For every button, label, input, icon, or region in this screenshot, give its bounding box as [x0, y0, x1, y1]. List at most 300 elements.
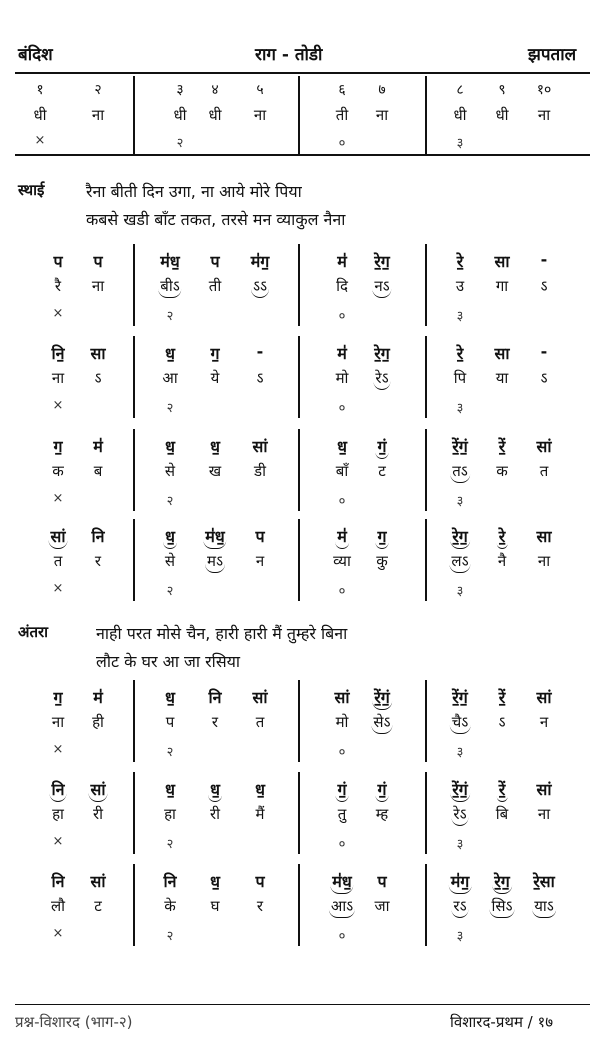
vibhag-divider [425, 772, 427, 854]
swara-note [53, 435, 62, 457]
swara-note-text: रें॒ [498, 688, 506, 707]
lyric-syllable-text: मो [335, 713, 349, 731]
lyric-syllable [333, 551, 351, 571]
swara-note-text: सां [334, 688, 350, 707]
lyric-syllable-text: नऽ [372, 276, 391, 298]
lyric-syllable-text: ऽ [540, 277, 548, 295]
beat-mark-text: ३ [456, 309, 464, 324]
lyric-syllable [496, 461, 508, 481]
swara-note-text: गं॒ [335, 778, 348, 802]
swara-note-text: - [256, 342, 264, 361]
lyric-syllable [95, 551, 101, 571]
lyric-syllable-text: गा [495, 277, 509, 295]
swara-note [452, 435, 468, 457]
beat-mark [53, 398, 64, 413]
lyric-syllable [165, 551, 175, 571]
lyric-syllable-text: तऽ [450, 461, 470, 483]
taal-number [378, 80, 385, 99]
swara-note [257, 342, 264, 361]
beat-mark [339, 834, 346, 852]
lyric-syllable [329, 896, 355, 918]
swara-note-text: म॑ग॒ [449, 870, 472, 894]
lyric-syllable-text: लऽ [449, 551, 470, 573]
beat-mark-text: ० [338, 745, 346, 760]
swara-note-text: सा [90, 344, 106, 363]
lyric-syllable [336, 712, 349, 732]
taal-bol [376, 105, 388, 125]
lyric-syllable-text: ये [210, 369, 220, 387]
lyric-syllable [257, 896, 263, 916]
taal-mark-text: २ [176, 136, 184, 151]
taal-divider [298, 76, 300, 154]
beat-mark [457, 834, 464, 852]
swara-note [541, 342, 548, 361]
lyric-syllable-text: र [211, 713, 219, 731]
taal-bol [538, 105, 550, 125]
swara-note [253, 686, 268, 708]
swara-note-text: प [255, 527, 265, 546]
taal-number [456, 80, 463, 99]
lyric-syllable-text: न [539, 713, 549, 731]
lyric-syllable-text: ना [91, 277, 105, 295]
footer-rule [15, 1004, 590, 1005]
vibhag-divider [298, 336, 300, 418]
swara-note [210, 342, 219, 364]
swara-note [457, 250, 464, 272]
lyric-syllable [540, 461, 549, 481]
vibhag-divider [298, 429, 300, 511]
swara-note [537, 686, 552, 708]
swara-note [165, 778, 175, 800]
swara-note-text: ग॒ [375, 525, 388, 549]
lyric-syllable-text: ना [51, 713, 65, 731]
beat-mark-text: ० [338, 494, 346, 509]
swara-note-text: ध॒ [337, 437, 347, 456]
lyric-syllable-text: ना [537, 805, 551, 823]
taal-bol-text: धी [453, 106, 467, 124]
lyric-syllable-text: त [255, 713, 265, 731]
vibhag-divider [133, 244, 135, 326]
lyric-syllable [498, 551, 506, 571]
lyric-syllable [55, 276, 61, 296]
taal-number [176, 80, 183, 99]
lyric-syllable-text: घ [210, 897, 220, 915]
lyric-syllable-text: मऽ [205, 551, 225, 573]
taal-bol-text: धी [495, 106, 509, 124]
lyric-syllable [256, 368, 263, 388]
swara-note-text: रे॒ग॒ [492, 870, 512, 894]
swara-note [375, 778, 388, 802]
lyric-syllable [372, 276, 391, 298]
beat-mark [339, 926, 346, 944]
taal-bol [254, 105, 266, 125]
swara-note-text: नि [163, 872, 177, 891]
swara-note [450, 525, 470, 549]
swara-note-text: म॑ [93, 688, 103, 707]
taal-bol [208, 105, 221, 125]
lyric-syllable-text: ती [208, 277, 222, 295]
swara-note [372, 686, 392, 710]
taal-number [498, 80, 505, 99]
taal-number-text: ४ [211, 82, 219, 98]
swara-note [53, 250, 62, 272]
swara-note-text: म॑ग॒ [250, 252, 270, 271]
swara-note-text: सां [89, 778, 108, 802]
swara-note-text: म॑ [93, 437, 103, 456]
vibhag-divider [298, 519, 300, 601]
lyric-syllable-text: आ [162, 369, 178, 387]
lyric-syllable-text: म्ह [375, 805, 389, 823]
swara-note-text: ध॒ [210, 872, 220, 891]
beat-mark [167, 491, 174, 509]
lyric-syllable [212, 712, 218, 732]
raag-title: राग - तोडी [255, 45, 323, 65]
swara-note-text: प [53, 252, 63, 271]
antara-line-2: लौट के घर आ जा रसिया [96, 652, 241, 671]
lyric-syllable-text: बाँ [335, 462, 349, 480]
swara-note-text: ध॒ [165, 344, 175, 363]
lyric-syllable [256, 712, 265, 732]
lyric-syllable [94, 461, 103, 481]
swara-note [377, 870, 386, 892]
lyric-syllable [93, 804, 103, 824]
beat-mark-text: २ [166, 837, 174, 852]
swara-note-text: रे॒सा [533, 872, 555, 891]
lyric-syllable [374, 896, 389, 916]
taal-number-text: ९ [498, 82, 506, 98]
lyric-syllable-text: ना [537, 552, 551, 570]
beat-mark-text: ३ [456, 929, 464, 944]
swara-note-text: ध॒ [208, 778, 222, 802]
swara-note-text: सां [252, 437, 268, 456]
taal-bol [92, 105, 104, 125]
lyric-syllable [94, 368, 101, 388]
swara-note-text: सा [536, 527, 552, 546]
lyric-syllable-text: ट [378, 462, 386, 480]
lyric-syllable [450, 461, 470, 483]
lyric-syllable-text: हा [52, 805, 64, 823]
lyric-syllable-text: क [496, 462, 508, 480]
taal-number-text: ७ [378, 82, 386, 98]
swara-note-text: रे॒ [456, 252, 464, 271]
beat-mark-text: ३ [456, 401, 464, 416]
lyric-syllable [51, 896, 65, 916]
swara-note-text: सा [494, 252, 510, 271]
lyric-syllable [52, 712, 64, 732]
taal-divider [425, 76, 427, 154]
vibhag-divider [425, 336, 427, 418]
swara-note [255, 778, 265, 800]
lyric-syllable-text: रै [54, 277, 62, 295]
lyric-syllable [498, 712, 505, 732]
lyric-syllable [165, 461, 175, 481]
swara-note [497, 778, 508, 802]
lyric-syllable-text: नै [497, 552, 507, 570]
lyric-syllable [164, 804, 176, 824]
lyric-syllable [336, 368, 349, 388]
swara-note [91, 870, 106, 892]
swara-note-text: ग॒ [53, 688, 63, 707]
swara-note-text: प [255, 872, 265, 891]
beat-mark [457, 491, 464, 509]
taal-mark [457, 133, 464, 151]
lyric-syllable [338, 804, 347, 824]
vibhag-divider [133, 429, 135, 511]
lyric-syllable [92, 276, 104, 296]
swara-note-text: नि॒ [51, 344, 65, 363]
swara-note-text: रें॒गं॒ [372, 686, 392, 710]
swara-note-text: रे॒ग॒ [450, 525, 470, 549]
lyric-syllable-text: बि [495, 805, 509, 823]
antara-label: अंतरा [18, 623, 49, 641]
lyric-syllable [454, 368, 466, 388]
lyric-syllable [451, 804, 468, 826]
lyric-syllable [532, 896, 556, 918]
beat-mark-text: ० [338, 309, 346, 324]
beat-mark-text: ३ [456, 584, 464, 599]
swara-note-text: गं॒ [375, 435, 388, 459]
taal-mark-text: ३ [456, 136, 464, 151]
lyric-syllable [52, 368, 64, 388]
lyric-syllable-text: कु [376, 552, 388, 570]
lyric-syllable-text: से [164, 552, 176, 570]
taal-bol-text: धी [208, 106, 222, 124]
swara-note [499, 435, 506, 457]
lyric-syllable [162, 368, 177, 388]
beat-mark-text: २ [166, 309, 174, 324]
taal-bottom-rule [15, 154, 590, 156]
swara-note [210, 435, 220, 457]
swara-note-text: - [540, 342, 548, 361]
beat-mark-text: ० [338, 929, 346, 944]
swara-note-text: नि [91, 527, 105, 546]
lyric-syllable [92, 712, 104, 732]
vibhag-divider [425, 680, 427, 762]
lyric-syllable [538, 551, 550, 571]
taal-bol [336, 105, 348, 125]
footer-left: प्रश्न-विशारद (भाग-२) [15, 1013, 133, 1031]
lyric-syllable [378, 461, 386, 481]
swara-note [91, 342, 106, 364]
beat-mark-text: × [52, 581, 64, 596]
swara-note [497, 525, 508, 549]
swara-note [541, 250, 548, 269]
swara-note [337, 435, 347, 457]
swara-note-text: रें॒ [498, 437, 506, 456]
header-right: झपताल [528, 45, 577, 65]
lyric-syllable-text: क [52, 462, 64, 480]
taal-number-text: ३ [176, 82, 184, 98]
antara-line-1: नाही परत मोसे चैन, हारी हारी मैं तुम्हरे बिना [96, 624, 348, 643]
beat-mark [167, 398, 174, 416]
beat-mark [53, 581, 64, 596]
swara-note-text: ध॒ [165, 688, 175, 707]
taal-bol-text: ना [253, 106, 267, 124]
swara-note [499, 686, 506, 708]
swara-note [374, 250, 390, 272]
beat-mark [457, 581, 464, 599]
swara-note [375, 435, 388, 459]
taal-bol-text: ना [91, 106, 105, 124]
swara-note-text: सां [536, 688, 552, 707]
lyric-syllable-text: ट [94, 897, 102, 915]
taal-mark [35, 133, 46, 148]
lyric-syllable [376, 804, 389, 824]
swara-note-text: रे॒ [497, 525, 508, 549]
swara-note [495, 250, 510, 272]
swara-note [51, 342, 64, 364]
lyric-syllable-text: ऽ [540, 369, 548, 387]
beat-mark-text: × [52, 742, 64, 757]
lyric-syllable-text: हा [164, 805, 176, 823]
swara-note [163, 870, 176, 892]
beat-mark [53, 834, 64, 849]
swara-note [210, 250, 219, 272]
sthayi-label: स्थाई [18, 181, 45, 199]
beat-mark [457, 742, 464, 760]
beat-mark [339, 306, 346, 324]
swara-note [450, 778, 470, 802]
taal-mark [339, 133, 346, 151]
swara-note-text: रें॒गं॒ [450, 778, 470, 802]
beat-mark [339, 398, 346, 416]
swara-note [160, 250, 179, 272]
lyric-syllable-text: याऽ [532, 896, 556, 918]
taal-mark-text: ० [338, 136, 346, 151]
swara-note [449, 870, 472, 894]
beat-mark [339, 491, 346, 509]
taal-mark-text: × [34, 133, 46, 148]
lyric-syllable [540, 712, 548, 732]
lyric-syllable-text: चैऽ [450, 712, 471, 734]
lyric-syllable [456, 276, 464, 296]
lyric-syllable-text: ऽऽ [251, 276, 269, 298]
swara-note [537, 525, 552, 547]
lyric-syllable [496, 368, 509, 388]
taal-number [36, 80, 43, 99]
vibhag-divider [133, 680, 135, 762]
lyric-syllable [164, 896, 176, 916]
swara-note [335, 778, 348, 802]
lyric-syllable [450, 712, 471, 734]
beat-mark [167, 926, 174, 944]
vibhag-divider [133, 772, 135, 854]
swara-note-text: गं॒ [375, 778, 388, 802]
swara-note [251, 250, 270, 272]
swara-note-text: ग॒ [53, 437, 63, 456]
swara-note-text: प [377, 872, 387, 891]
swara-note [203, 525, 226, 549]
sthayi-line-1: रैना बीती दिन उगा, ना आये मोरे पिया [86, 182, 302, 201]
swara-note-text: सां [252, 688, 268, 707]
swara-note-text: सा [494, 344, 510, 363]
swara-note-text: म॑ [337, 344, 347, 363]
taal-number [338, 80, 345, 99]
taal-number-text: २ [94, 82, 102, 98]
taal-number-text: ८ [456, 82, 464, 98]
lyric-syllable [256, 804, 265, 824]
swara-note [335, 686, 350, 708]
taal-number [94, 80, 101, 99]
lyric-syllable [211, 368, 220, 388]
beat-mark [167, 581, 174, 599]
taal-number-text: ६ [338, 82, 346, 98]
lyric-syllable-text: जा [374, 897, 390, 915]
beat-mark-text: ० [338, 837, 346, 852]
swara-note-text: नि [51, 872, 65, 891]
beat-mark-text: २ [166, 494, 174, 509]
swara-note [452, 686, 468, 708]
lyric-syllable [166, 712, 175, 732]
taal-bol [495, 105, 508, 125]
swara-note [208, 686, 221, 708]
taal-bol [453, 105, 466, 125]
lyric-syllable [209, 461, 221, 481]
swara-note-text: ध॒ [210, 437, 220, 456]
lyric-syllable [371, 712, 392, 734]
lyric-syllable-text: त [539, 462, 549, 480]
lyric-syllable-text: ख [208, 462, 222, 480]
swara-note-text: प [210, 252, 220, 271]
header-rule [15, 72, 590, 74]
lyric-syllable-text: री [209, 805, 221, 823]
lyric-syllable-text: डी [254, 462, 266, 480]
lyric-syllable [94, 896, 102, 916]
swara-note-text: म॑ [337, 252, 347, 271]
swara-note-text: रे॒ग॒ [374, 252, 390, 271]
swara-note [165, 342, 175, 364]
lyric-syllable-text: दि [336, 277, 348, 295]
swara-note [375, 525, 388, 549]
beat-mark-text: ० [338, 401, 346, 416]
beat-mark [167, 742, 174, 760]
swara-note-text: ग॒ [210, 344, 220, 363]
lyric-syllable-text: प [165, 713, 175, 731]
swara-note [93, 250, 102, 272]
lyric-syllable [254, 461, 266, 481]
swara-note [337, 250, 347, 272]
swara-note-text: सां [536, 780, 552, 799]
taal-bol-text: ना [537, 106, 551, 124]
lyric-syllable [52, 461, 64, 481]
swara-note-text: सां [536, 437, 552, 456]
vibhag-divider [133, 519, 135, 601]
taal-number-text: १ [36, 82, 44, 98]
swara-note [49, 778, 66, 802]
swara-note [330, 870, 353, 894]
lyric-syllable-text: या [495, 369, 509, 387]
swara-note [533, 870, 555, 892]
lyric-syllable-text: ना [51, 369, 65, 387]
swara-note [210, 870, 220, 892]
lyric-syllable [373, 368, 390, 390]
swara-note [537, 778, 552, 800]
taal-bol-text: धी [173, 106, 187, 124]
swara-note-text: ध॒ [255, 780, 265, 799]
swara-note [374, 342, 390, 364]
swara-note [165, 686, 175, 708]
beat-mark [339, 742, 346, 760]
lyric-syllable [496, 276, 508, 296]
taal-mark [177, 133, 184, 151]
lyric-syllable-text: लौ [50, 897, 66, 915]
vibhag-divider [425, 244, 427, 326]
vibhag-divider [133, 336, 135, 418]
lyric-syllable-text: री [92, 805, 104, 823]
swara-note-text: रे॒ग॒ [374, 344, 390, 363]
swara-note [457, 342, 464, 364]
taal-bol [33, 105, 46, 125]
